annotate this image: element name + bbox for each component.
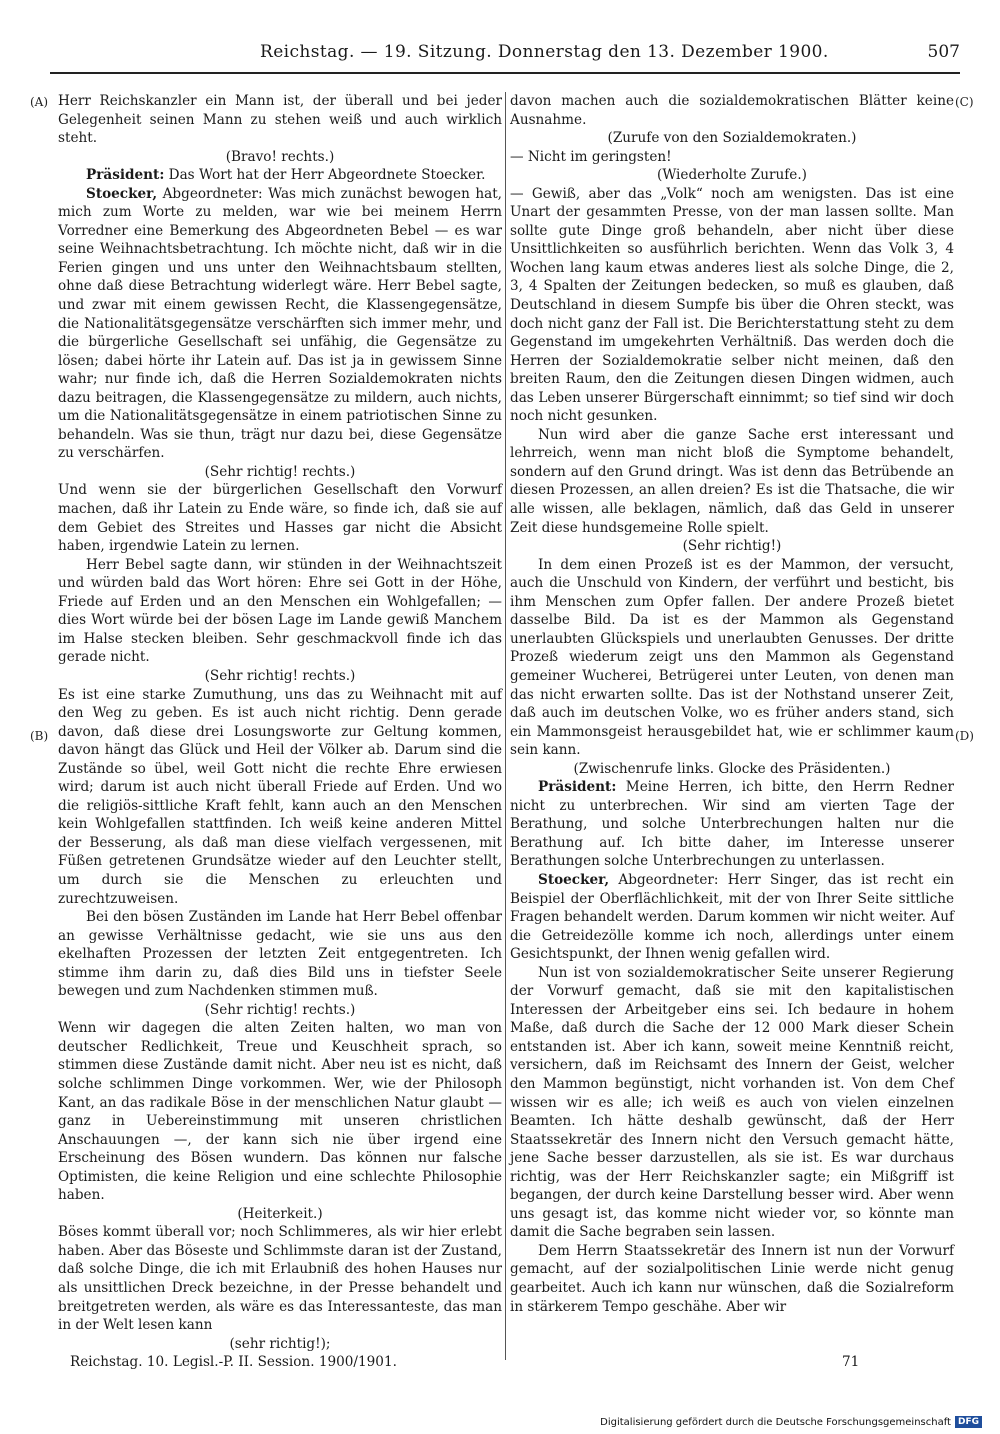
margin-mark-d: (D) [955,729,974,743]
interjection: (Heiterkeit.) [237,1205,323,1222]
column-divider [505,92,506,1360]
paragraph: Präsident: Meine Herren, ich bitte, den Herrn Redner nicht zu unterbrechen. Wir sind am vierten Tage der Berathung, und solche Unterbrechungen halten nur die Berathung auf. Ich bitte daher, im Interesse unserer Berathungen solche Unterbrechungen zu unterlassen. [510,779,954,870]
paragraph: Herr Bebel sagte dann, wir stünden in der Weihnachtszeit und würden bald das Wort hören: Ehre sei Gott in der Höhe, Friede auf Erden und an den Menschen ein Wohlgefallen; — dies Wort würde bei der bösen Lage im Lande gewiß Manchem im Halse stecken bleiben. Sehr geschmackvoll finde ich das gerade nicht. [58,556,502,666]
footer-imprint: Reichstag. 10. Legisl.-P. II. Session. 1900/1901. [70,1354,397,1370]
interjection: (Bravo! rechts.) [225,148,335,165]
paragraph: Wenn wir dagegen die alten Zeiten halten, wo man von deutscher Redlichkeit, Treue und Keuschheit sprach, so stimmen diese Zustände damit nicht. Aber neu ist es nicht, daß solche schlimmen Dinge vorkommen. Wer, wie der Philosoph Kant, an das radikale Böse in der menschlichen Natur glaubt — ganz in Uebereinstimmung mit unseren christlichen Anschauungen —, der kann sich nie über irgend eine Erscheinung des Bösen wundern. Das können nur falsche Optimisten, die keine Religion und eine schlechte Philosophie haben. [58,1020,502,1204]
paragraph: davon machen auch die sozialdemokratischen Blätter keine Ausnahme. [510,93,954,128]
paragraph: In dem einen Prozeß ist es der Mammon, der versucht, auch die Unschuld von Kindern, der verführt und besticht, bis ihm Menschen zum Opfer fallen. Der andere Prozeß bietet dasselbe Bild. Da ist es der Mammon als Gegenstand unerlaubten Glückspiels und unerlaubten Genusses. Der dritte Prozeß wiederum zeigt uns den Mammon als Gegenstand gemeiner Wucherei, Betrügerei unter Leuten, von denen man das nicht erwarten sollte. Das ist der Nothstand unserer Zeit, daß auch im deutschen Volke, wo es früher anders stand, sich ein Mammonsgeist herausgebildet hat, wie er schlimmer kaum sein kann. [510,556,954,759]
paragraph: — Nicht im geringsten! [510,148,672,165]
interjection: (Sehr richtig! rechts.) [204,667,356,684]
paragraph: Präsident: Das Wort hat der Herr Abgeordnete Stoecker. [86,167,486,184]
paragraph: Dem Herrn Staatssekretär des Innern ist nun der Vorwurf gemacht, auf der sozialpolitischen Linie werde nicht genug gearbeitet. Auch ich kann nur wünschen, daß die Sozialreform in stärkerem Tempo geschähe. Aber wir [510,1242,954,1315]
page-number: 507 [927,42,960,62]
margin-mark-b: (B) [30,729,49,743]
digitization-credit [600,1416,982,1428]
paragraph: Bei den bösen Zuständen im Lande hat Herr Bebel offenbar an gewisse Verhältnisse gedacht, wie sie uns aus den ekelhaften Prozessen der letzten Zeit entgegentreten. Ich stimme ihm darin zu, daß dies Bild uns in tiefster Seele bewegen und zum Nachdenken stimmen muß. [58,909,502,1000]
speaker-label: Stoecker, [538,871,610,888]
paragraph: Stoecker, Abgeordneter: Herr Singer, das ist recht ein Beispiel der Oberflächlichkeit, mit der von Ihrer Seite sittliche Fragen behandelt werden. Darum kommen wir nicht weiter. Auf die Getreidezölle komme ich noch, allerdings unter einem Gesichtspunkt, der Ihnen wenig gefallen wird. [510,871,955,963]
interjection: (Zurufe von den Sozialdemokraten.) [607,130,857,147]
paragraph: Nun ist von sozialdemokratischer Seite unserer Regierung der Vorwurf gemacht, daß sie mit den kapitalistischen Interessen der Arbeitgeber eins sei. Ich bedaure in hohem Maße, daß durch die Sache der 12 000 Mark dieser Schein entstanden ist. Aber ich kann, soweit meine Kenntniß reicht, versichern, daß im Reichsamt des Innern der Geist, welcher den Mammon begünstigt, nicht vorhanden ist. Von dem Chef wissen wir es alle; ich weiß es auch von vielen einzelnen Beamten. Ich hätte deshalb gewünscht, daß der Herr Staatssekretär des Innern nicht den Versuch gemacht hätte, jene Sache besser darzustellen, als sie ist. Es war durchaus richtig, was der Herr Reichskanzler sagte; ein Mißgriff ist begangen, der durch keine Darstellung besser wird. Aber wenn uns gesagt ist, das komme nicht wieder vor, so könnte man damit die Sache begraben sein lassen. [510,964,954,1241]
interjection: (Sehr richtig! rechts.) [204,463,356,480]
left-column [58,92,502,1353]
margin-mark-c: (C) [955,95,974,109]
interjection: (Sehr richtig!) [682,538,782,555]
running-title: Reichstag. — 19. Sitzung. Donnerstag den 13. Dezember 1900. [260,42,829,62]
paragraph: Es ist eine starke Zumuthung, uns das zu Weihnacht mit auf den Weg zu geben. Es ist auch nicht richtig. Denn gerade davon, daß diese drei Losungsworte zur Geltung kommen, davon hängt das Glück und Heil der Völker ab. Darum sind die Zustände so übel, weil Gott nicht die rechte Ehre erwiesen wird; darum ist auch nicht überall Friede auf Erden. Und wo die religiös-sittliche Kraft fehlt, kann auch an den Menschen kein Wohlgefallen stattfinden. Ich weiß keine anderen Mittel der Besserung, als daß man diese vielfach vergessenen, mit Füßen getretenen Grundsätze wieder auf den Leuchter stellt, um durch sie die Menschen zu erleuchten und zurechtzuweisen. [58,686,502,907]
right-column [510,92,954,1316]
paragraph: Und wenn sie der bürgerlichen Gesellschaft den Vorwurf machen, daß ihr Latein zu Ende wäre, so finde ich, daß sie auf dem Gebiet des Streites und Hasses gar nicht die Absicht haben, irgendwie Latein zu lernen. [58,482,502,555]
interjection: (Zwischenrufe links. Glocke des Präsidenten.) [573,760,891,777]
speaker-label: Stoecker, [86,185,158,202]
signature-number: 71 [842,1354,860,1370]
margin-mark-a: (A) [30,95,49,109]
paragraph: Nun wird aber die ganze Sache erst interessant und lehrreich, wenn man nicht bloß die Symptome behandelt, sondern auf den Grund dringt. Was ist denn das Betrübende an diesen Prozessen, an allen dreien? Es ist die Thatsache, die wir alle wissen, alle beklagen, nämlich, daß das Geld in unserer Zeit diese hundsgemeine Rolle spielt. [510,426,954,536]
dfg-logo: DFG [955,1416,982,1428]
speaker-label: Präsident: [86,167,165,184]
paragraph: Stoecker, Abgeordneter: Was mich zunächst bewogen hat, mich zum Worte zu melden, war wie bei meinem Herrn Vorredner eine Bemerkung des Abgeordneten Bebel — es war seine Weihnachtsbetrachtung. Ich möchte nicht, daß wir in die Ferien gingen und uns unter den Weihnachtsbaum stellten, ohne daß diese Betrachtung widerlegt wäre. Herr Bebel sagte, und zwar mit einem gewissen Recht, die Klassengegensätze, die Nationalitätsgegensätze verschärften sich immer mehr, und die bürgerliche Gesellschaft sei unfähig, die Gegensätze zu lösen; dabei hörte ihr Latein auf. Das ist ja in gewissem Sinne wahr; nur finde ich, daß die Herren Sozialdemokraten nichts dazu beitragen, die Klassengegensätze zu mildern, auch nichts, um die Nationalitätsgegensätze in einem patriotischen Sinne zu behandeln. Was sie thun, trägt nur dazu bei, diese Gegensätze zu verschärfen. [58,185,502,462]
interjection: (Sehr richtig! rechts.) [204,1001,356,1018]
paragraph: — Gewiß, aber das „Volk“ noch am wenigsten. Das ist eine Unart der gesammten Presse, von der man lassen sollte. Man sollte gute Dinge groß behandeln, aber nicht über diese Unsittlichkeiten so ausführlich berichten. Wenn das Volk 3, 4 Wochen lang kaum etwas anderes liest als solche Dinge, die 2, 3, 4 Spalten der Zeitungen bedecken, so muß es glauben, daß Deutschland in diesem Sumpfe bis über die Ohren steckt, was doch nicht ganz der Fall ist. Die Berichterstattung steht zu dem Gegenstand im umgekehrten Verhältniß. Das werden doch die Herren der Sozialdemokratie selber nicht meinen, daß den breiten Raum, den die Zeitungen diesen Dingen widmen, auch das Leben unserer Bürgerschaft einnimmt; so tief sind wir doch noch nicht gesunken. [510,185,954,425]
interjection: (sehr richtig!); [229,1335,331,1352]
speaker-label: Präsident: [538,779,617,796]
credit-text: Digitalisierung gefördert durch die Deutsche Forschungsgemeinschaft [600,1416,951,1428]
interjection: (Wiederholte Zurufe.) [657,167,807,184]
paragraph: Herr Reichskanzler ein Mann ist, der überall und bei jeder Gelegenheit seinen Mann zu stehen weiß und auch wirklich steht. [58,93,502,147]
page-header [50,36,960,74]
paragraph: Böses kommt überall vor; noch Schlimmeres, als wir hier erlebt haben. Aber das Böseste und Schlimmste daran ist der Zustand, daß solche Dinge, die ich mit Erlaubniß des hohen Hauses nur als unsittlichen Dreck bezeichne, in der Presse behandelt und breitgetreten werden, als wäre es das Interessanteste, das man in der Welt lesen kann [58,1224,502,1334]
